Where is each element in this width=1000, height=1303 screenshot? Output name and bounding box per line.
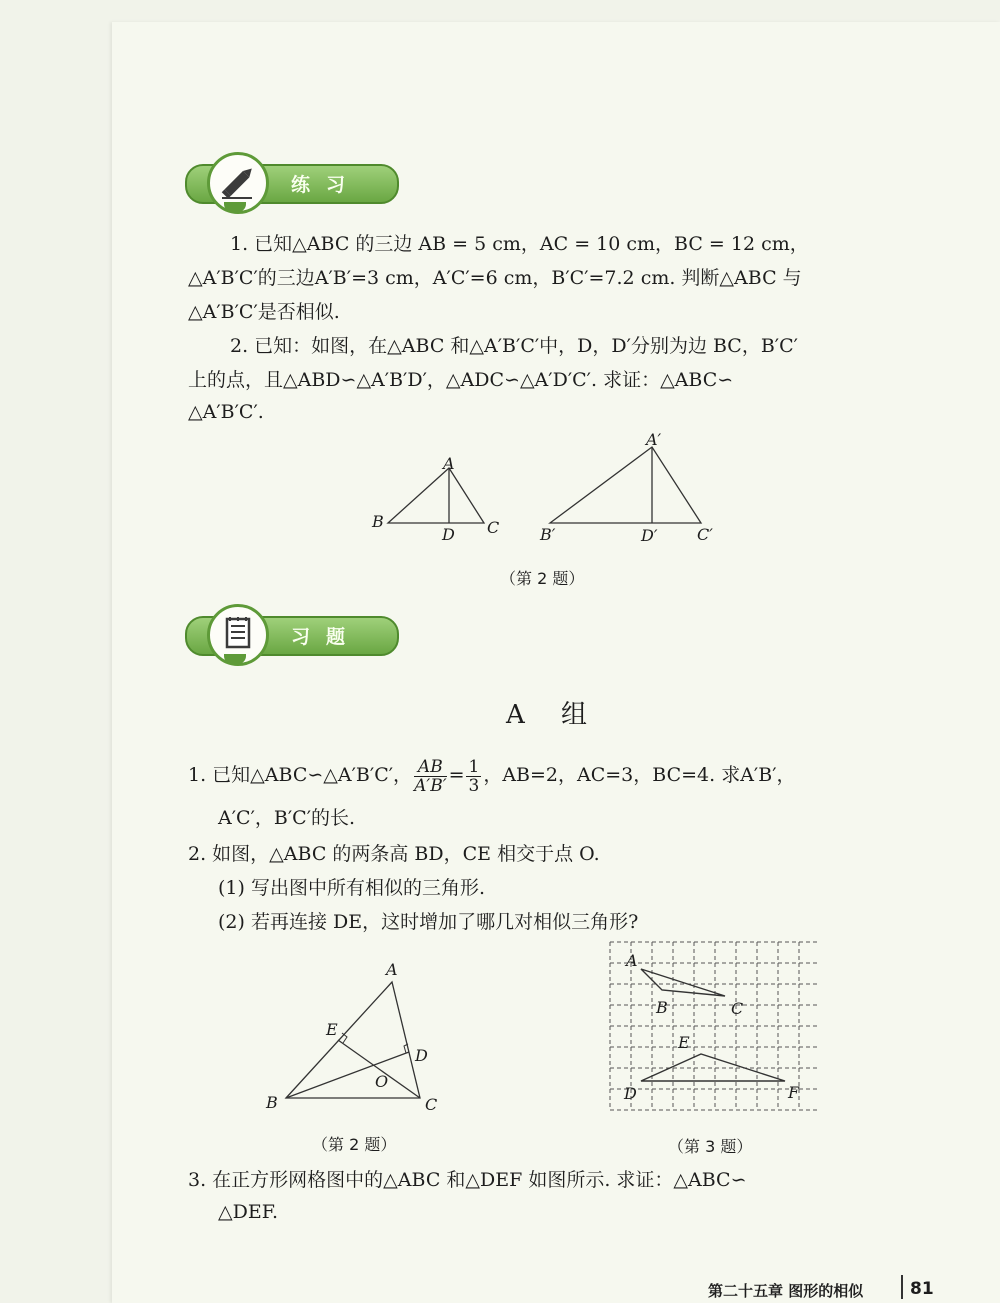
fraction-numerator: AB — [414, 758, 447, 777]
practice-q2-line3: △A′B′C′. — [188, 401, 264, 423]
fraction-numerator: 1 — [468, 756, 480, 777]
label-d: D — [442, 525, 455, 544]
fraction-denominator: A′B′ — [414, 775, 447, 796]
label-o: O — [375, 1072, 389, 1091]
exercise-1-line1-text-b: ，AB=2，AC=3，BC=4. 求A′B′， — [483, 764, 796, 786]
exercise-3-grid-figure — [606, 938, 818, 1114]
exercise-2-figure-caption: （第 2 题） — [312, 1135, 397, 1154]
triangle-abc — [388, 468, 484, 523]
exercises-banner-label: 习题 — [291, 626, 362, 648]
label-a: A — [626, 951, 638, 970]
label-b: B — [266, 1093, 278, 1112]
practice-q1-line2: △A′B′C′的三边A′B′=3 cm，A′C′=6 cm，B′C′=7.2 cm. 判断△ABC 与 — [188, 267, 802, 289]
fraction-ab-over-a2b2 — [414, 758, 447, 795]
label-a: A — [386, 960, 398, 979]
triangle-abc — [286, 982, 420, 1098]
label-c-prime: C′ — [697, 525, 713, 544]
label-e: E — [678, 1033, 690, 1052]
exercise-3-line1: 3. 在正方形网格图中的△ABC 和△DEF 如图所示. 求证：△ABC∽ — [188, 1169, 747, 1191]
label-d: D — [415, 1046, 428, 1065]
exercise-1-line1 — [188, 755, 796, 795]
label-d: D — [624, 1084, 637, 1103]
label-a-prime: A′ — [646, 430, 662, 449]
practice-banner — [185, 152, 397, 214]
exercise-2-sub1: (1) 写出图中所有相似的三角形. — [218, 877, 485, 899]
fraction-one-third — [466, 758, 481, 795]
exercise-2-figure — [258, 955, 458, 1120]
label-a: A — [443, 454, 455, 473]
label-c: C — [487, 518, 500, 537]
equals-sign: = — [448, 764, 465, 786]
exercise-2-line1: 2. 如图，△ABC 的两条高 BD，CE 相交于点 O. — [188, 843, 600, 865]
group-a-title: A 组 — [506, 700, 602, 730]
exercise-2-sub2: (2) 若再连接 DE，这时增加了哪几对相似三角形? — [218, 911, 639, 933]
label-c: C — [425, 1095, 438, 1114]
practice-q1-line3: △A′B′C′是否相似. — [188, 301, 340, 323]
exercises-banner — [185, 604, 397, 666]
practice-figure-caption: （第 2 题） — [500, 569, 585, 588]
triangle-abc — [641, 969, 725, 996]
fraction-denominator: 3 — [468, 775, 480, 796]
label-f: F — [788, 1083, 800, 1102]
practice-q1-line1: 1. 已知△ABC 的三边 AB = 5 cm，AC = 10 cm，BC = 12 cm， — [230, 233, 809, 255]
exercise-1-line1-text-a: 1. 已知△ABC∽△A′B′C′， — [188, 764, 413, 786]
label-e: E — [326, 1020, 338, 1039]
label-b: B — [656, 998, 668, 1017]
exercise-3-figure-caption: （第 3 题） — [668, 1137, 753, 1156]
page-number: 81 — [910, 1279, 934, 1299]
footer-chapter: 第二十五章 图形的相似 — [708, 1282, 864, 1300]
practice-banner-label: 练习 — [291, 174, 362, 196]
label-c: C — [731, 999, 744, 1018]
exercise-1-line2: A′C′，B′C′的长. — [218, 807, 356, 829]
label-b-prime: B′ — [540, 525, 556, 544]
label-d-prime: D′ — [641, 526, 658, 545]
altitude-bd — [286, 1052, 409, 1098]
practice-q2-line1: 2. 已知：如图，在△ABC 和△A′B′C′中，D，D′分别为边 BC，B′C′ — [230, 335, 798, 357]
square-grid — [610, 942, 818, 1110]
footer-divider — [901, 1275, 903, 1299]
practice-figure — [360, 425, 740, 555]
label-b: B — [372, 512, 384, 531]
practice-q2-line2: 上的点，且△ABD∽△A′B′D′，△ADC∽△A′D′C′. 求证：△ABC∽ — [188, 369, 734, 391]
triangle-a2b2c2 — [550, 447, 701, 523]
exercise-3-line2: △DEF. — [218, 1201, 278, 1223]
right-angle-mark-e — [342, 1033, 347, 1043]
